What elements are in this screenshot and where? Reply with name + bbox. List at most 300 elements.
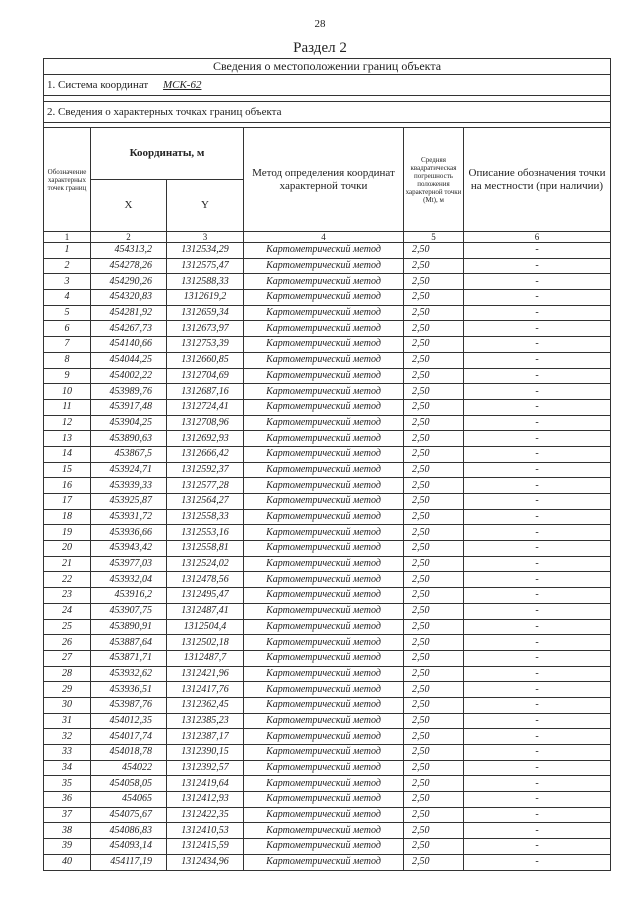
rms-error: 2,50 <box>404 305 464 321</box>
rms-error: 2,50 <box>404 572 464 588</box>
point-number: 9 <box>44 368 91 384</box>
point-number: 32 <box>44 729 91 745</box>
coord-y: 1312588,33 <box>167 274 244 290</box>
point-number: 5 <box>44 305 91 321</box>
description: - <box>464 572 611 588</box>
coordinate-system-row <box>44 75 611 96</box>
coord-x: 454058,05 <box>91 776 167 792</box>
point-number: 26 <box>44 635 91 651</box>
coord-y: 1312558,33 <box>167 509 244 525</box>
point-number: 11 <box>44 399 91 415</box>
method: Картометрический метод <box>244 243 404 259</box>
description: - <box>464 243 611 259</box>
table-row <box>44 290 611 306</box>
coord-y: 1312415,59 <box>167 839 244 855</box>
column-number-row <box>44 232 611 243</box>
method: Картометрический метод <box>244 321 404 337</box>
description: - <box>464 399 611 415</box>
rms-error: 2,50 <box>404 258 464 274</box>
description: - <box>464 290 611 306</box>
description: - <box>464 509 611 525</box>
header-y: Y <box>167 180 244 232</box>
column-number: 2 <box>91 232 167 243</box>
method: Картометрический метод <box>244 290 404 306</box>
rms-error: 2,50 <box>404 588 464 604</box>
table-row <box>44 462 611 478</box>
point-number: 19 <box>44 525 91 541</box>
coord-x: 453939,33 <box>91 478 167 494</box>
table-row <box>44 854 611 870</box>
coord-x: 453907,75 <box>91 603 167 619</box>
point-number: 33 <box>44 745 91 761</box>
point-number: 38 <box>44 823 91 839</box>
table-row <box>44 729 611 745</box>
method: Картометрический метод <box>244 352 404 368</box>
rms-error: 2,50 <box>404 478 464 494</box>
coord-x: 453871,71 <box>91 650 167 666</box>
point-number: 14 <box>44 446 91 462</box>
method: Картометрический метод <box>244 619 404 635</box>
point-number: 24 <box>44 603 91 619</box>
method: Картометрический метод <box>244 666 404 682</box>
point-number: 40 <box>44 854 91 870</box>
method: Картометрический метод <box>244 384 404 400</box>
header-rms-error: Средняя квадратическая погрешность положения характерной точки (Mt), м <box>404 128 464 232</box>
coord-y: 1312487,7 <box>167 650 244 666</box>
point-number: 29 <box>44 682 91 698</box>
method: Картометрический метод <box>244 572 404 588</box>
point-number: 25 <box>44 619 91 635</box>
point-number: 27 <box>44 650 91 666</box>
table-row <box>44 431 611 447</box>
column-number: 5 <box>404 232 464 243</box>
coord-y: 1312753,39 <box>167 337 244 353</box>
rms-error: 2,50 <box>404 603 464 619</box>
description: - <box>464 729 611 745</box>
coord-y: 1312575,47 <box>167 258 244 274</box>
coord-x: 454278,26 <box>91 258 167 274</box>
method: Картометрический метод <box>244 854 404 870</box>
method: Картометрический метод <box>244 729 404 745</box>
rms-error: 2,50 <box>404 274 464 290</box>
table-row <box>44 588 611 604</box>
coord-x: 453924,71 <box>91 462 167 478</box>
method: Картометрический метод <box>244 745 404 761</box>
rms-error: 2,50 <box>404 431 464 447</box>
coord-y: 1312362,45 <box>167 697 244 713</box>
table-row <box>44 839 611 855</box>
coord-y: 1312502,18 <box>167 635 244 651</box>
coord-y: 1312577,28 <box>167 478 244 494</box>
point-number: 12 <box>44 415 91 431</box>
description: - <box>464 541 611 557</box>
description: - <box>464 666 611 682</box>
coord-x: 454075,67 <box>91 807 167 823</box>
rms-error: 2,50 <box>404 823 464 839</box>
method: Картометрический метод <box>244 274 404 290</box>
table-row <box>44 305 611 321</box>
rms-error: 2,50 <box>404 729 464 745</box>
coord-y: 1312687,16 <box>167 384 244 400</box>
point-number: 15 <box>44 462 91 478</box>
table-row <box>44 745 611 761</box>
point-number: 28 <box>44 666 91 682</box>
point-number: 8 <box>44 352 91 368</box>
method: Картометрический метод <box>244 682 404 698</box>
method: Картометрический метод <box>244 760 404 776</box>
coord-x: 453943,42 <box>91 541 167 557</box>
description: - <box>464 697 611 713</box>
coord-y: 1312524,02 <box>167 556 244 572</box>
point-number: 2 <box>44 258 91 274</box>
rms-error: 2,50 <box>404 368 464 384</box>
coord-y: 1312422,35 <box>167 807 244 823</box>
rms-error: 2,50 <box>404 697 464 713</box>
coord-x: 454320,83 <box>91 290 167 306</box>
method: Картометрический метод <box>244 446 404 462</box>
description: - <box>464 525 611 541</box>
table-row <box>44 603 611 619</box>
coord-y: 1312390,15 <box>167 745 244 761</box>
table-row <box>44 619 611 635</box>
header-method: Метод определения координат характерной точки <box>244 128 404 232</box>
coord-x: 453917,48 <box>91 399 167 415</box>
coord-y: 1312564,27 <box>167 494 244 510</box>
description: - <box>464 368 611 384</box>
coord-x: 454313,2 <box>91 243 167 259</box>
description: - <box>464 337 611 353</box>
points-heading: 2. Сведения о характерных точках границ объекта <box>44 102 611 123</box>
coord-x: 453925,87 <box>91 494 167 510</box>
description: - <box>464 839 611 855</box>
coord-y: 1312417,76 <box>167 682 244 698</box>
coord-x: 453932,62 <box>91 666 167 682</box>
method: Картометрический метод <box>244 603 404 619</box>
rms-error: 2,50 <box>404 352 464 368</box>
description: - <box>464 745 611 761</box>
table-row <box>44 415 611 431</box>
point-number: 23 <box>44 588 91 604</box>
coord-y: 1312659,34 <box>167 305 244 321</box>
coord-x: 453932,04 <box>91 572 167 588</box>
rms-error: 2,50 <box>404 399 464 415</box>
rms-error: 2,50 <box>404 760 464 776</box>
rms-error: 2,50 <box>404 776 464 792</box>
coord-x: 454022 <box>91 760 167 776</box>
table-row <box>44 666 611 682</box>
method: Картометрический метод <box>244 792 404 808</box>
description: - <box>464 776 611 792</box>
rms-error: 2,50 <box>404 321 464 337</box>
rms-error: 2,50 <box>404 509 464 525</box>
coord-y: 1312419,64 <box>167 776 244 792</box>
method: Картометрический метод <box>244 650 404 666</box>
point-number: 37 <box>44 807 91 823</box>
method: Картометрический метод <box>244 807 404 823</box>
method: Картометрический метод <box>244 305 404 321</box>
coord-y: 1312708,96 <box>167 415 244 431</box>
method: Картометрический метод <box>244 697 404 713</box>
point-number: 30 <box>44 697 91 713</box>
coord-y: 1312478,56 <box>167 572 244 588</box>
method: Картометрический метод <box>244 462 404 478</box>
coord-x: 454017,74 <box>91 729 167 745</box>
description: - <box>464 713 611 729</box>
rms-error: 2,50 <box>404 337 464 353</box>
coord-x: 454281,92 <box>91 305 167 321</box>
coord-y: 1312553,16 <box>167 525 244 541</box>
column-number: 3 <box>167 232 244 243</box>
rms-error: 2,50 <box>404 807 464 823</box>
method: Картометрический метод <box>244 823 404 839</box>
coord-x: 453890,91 <box>91 619 167 635</box>
method: Картометрический метод <box>244 368 404 384</box>
description: - <box>464 431 611 447</box>
table-title: Сведения о местоположении границ объекта <box>44 59 611 75</box>
description: - <box>464 494 611 510</box>
table-row <box>44 243 611 259</box>
point-number: 1 <box>44 243 91 259</box>
point-number: 22 <box>44 572 91 588</box>
table-row <box>44 776 611 792</box>
table-row <box>44 541 611 557</box>
coord-y: 1312385,23 <box>167 713 244 729</box>
description: - <box>464 807 611 823</box>
description: - <box>464 635 611 651</box>
point-number: 7 <box>44 337 91 353</box>
rms-error: 2,50 <box>404 415 464 431</box>
point-number: 35 <box>44 776 91 792</box>
table-row <box>44 494 611 510</box>
description: - <box>464 462 611 478</box>
header-coordinates: Координаты, м <box>91 128 244 180</box>
method: Картометрический метод <box>244 509 404 525</box>
point-number: 39 <box>44 839 91 855</box>
table-row <box>44 337 611 353</box>
point-number: 17 <box>44 494 91 510</box>
rms-error: 2,50 <box>404 619 464 635</box>
description: - <box>464 352 611 368</box>
table-row <box>44 525 611 541</box>
coord-y: 1312421,96 <box>167 666 244 682</box>
table-row <box>44 572 611 588</box>
description: - <box>464 792 611 808</box>
rms-error: 2,50 <box>404 854 464 870</box>
point-number: 20 <box>44 541 91 557</box>
point-number: 10 <box>44 384 91 400</box>
rms-error: 2,50 <box>404 556 464 572</box>
boundary-table-frame <box>43 58 610 871</box>
coord-y: 1312692,93 <box>167 431 244 447</box>
rms-error: 2,50 <box>404 635 464 651</box>
coordinate-system-value: МСК-62 <box>162 79 202 91</box>
coord-y: 1312392,57 <box>167 760 244 776</box>
section-title: Раздел 2 <box>293 40 347 56</box>
coord-y: 1312558,81 <box>167 541 244 557</box>
method: Картометрический метод <box>244 494 404 510</box>
description: - <box>464 650 611 666</box>
coord-y: 1312504,4 <box>167 619 244 635</box>
rms-error: 2,50 <box>404 494 464 510</box>
method: Картометрический метод <box>244 525 404 541</box>
description: - <box>464 823 611 839</box>
method: Картометрический метод <box>244 541 404 557</box>
description: - <box>464 588 611 604</box>
rms-error: 2,50 <box>404 650 464 666</box>
rms-error: 2,50 <box>404 745 464 761</box>
point-number: 4 <box>44 290 91 306</box>
header-x: X <box>91 180 167 232</box>
description: - <box>464 556 611 572</box>
method: Картометрический метод <box>244 839 404 855</box>
coord-x: 454093,14 <box>91 839 167 855</box>
coord-y: 1312412,93 <box>167 792 244 808</box>
method: Картометрический метод <box>244 588 404 604</box>
point-number: 16 <box>44 478 91 494</box>
rms-error: 2,50 <box>404 446 464 462</box>
coord-y: 1312666,42 <box>167 446 244 462</box>
rms-error: 2,50 <box>404 792 464 808</box>
coord-y: 1312387,17 <box>167 729 244 745</box>
coord-x: 453987,76 <box>91 697 167 713</box>
coord-x: 454290,26 <box>91 274 167 290</box>
point-number: 21 <box>44 556 91 572</box>
rms-error: 2,50 <box>404 682 464 698</box>
coord-x: 454018,78 <box>91 745 167 761</box>
coord-x: 454012,35 <box>91 713 167 729</box>
coord-x: 453936,66 <box>91 525 167 541</box>
rms-error: 2,50 <box>404 462 464 478</box>
method: Картометрический метод <box>244 635 404 651</box>
point-number: 36 <box>44 792 91 808</box>
coord-y: 1312704,69 <box>167 368 244 384</box>
table-row <box>44 760 611 776</box>
method: Картометрический метод <box>244 556 404 572</box>
coord-y: 1312495,47 <box>167 588 244 604</box>
table-row <box>44 368 611 384</box>
coord-x: 454044,25 <box>91 352 167 368</box>
coord-x: 453936,51 <box>91 682 167 698</box>
description: - <box>464 446 611 462</box>
description: - <box>464 854 611 870</box>
point-number: 31 <box>44 713 91 729</box>
page-number: 28 <box>314 18 326 30</box>
column-number: 4 <box>244 232 404 243</box>
method: Картометрический метод <box>244 415 404 431</box>
coord-x: 453890,63 <box>91 431 167 447</box>
boundary-points-table <box>43 58 611 871</box>
description: - <box>464 305 611 321</box>
coord-y: 1312434,96 <box>167 854 244 870</box>
coord-x: 454117,19 <box>91 854 167 870</box>
coord-x: 453977,03 <box>91 556 167 572</box>
rms-error: 2,50 <box>404 243 464 259</box>
description: - <box>464 274 611 290</box>
coord-y: 1312724,41 <box>167 399 244 415</box>
point-number: 34 <box>44 760 91 776</box>
table-row <box>44 697 611 713</box>
table-row <box>44 258 611 274</box>
table-row <box>44 792 611 808</box>
table-row <box>44 321 611 337</box>
table-row <box>44 384 611 400</box>
header-point-designation: Обозначение характерных точек границ <box>44 128 91 232</box>
description: - <box>464 619 611 635</box>
coord-y: 1312410,53 <box>167 823 244 839</box>
rms-error: 2,50 <box>404 525 464 541</box>
point-number: 13 <box>44 431 91 447</box>
coord-y: 1312673,97 <box>167 321 244 337</box>
table-row <box>44 807 611 823</box>
table-row <box>44 556 611 572</box>
table-row <box>44 713 611 729</box>
description: - <box>464 384 611 400</box>
rms-error: 2,50 <box>404 541 464 557</box>
coord-x: 454086,83 <box>91 823 167 839</box>
coord-y: 1312619,2 <box>167 290 244 306</box>
table-row <box>44 635 611 651</box>
column-number: 6 <box>464 232 611 243</box>
coord-x: 453931,72 <box>91 509 167 525</box>
description: - <box>464 682 611 698</box>
description: - <box>464 760 611 776</box>
coord-x: 454065 <box>91 792 167 808</box>
description: - <box>464 258 611 274</box>
table-row <box>44 446 611 462</box>
coord-y: 1312534,29 <box>167 243 244 259</box>
point-number: 6 <box>44 321 91 337</box>
method: Картометрический метод <box>244 258 404 274</box>
table-row <box>44 352 611 368</box>
table-row <box>44 478 611 494</box>
method: Картометрический метод <box>244 337 404 353</box>
rms-error: 2,50 <box>404 384 464 400</box>
rms-error: 2,50 <box>404 839 464 855</box>
point-number: 18 <box>44 509 91 525</box>
table-row <box>44 682 611 698</box>
coord-x: 454267,73 <box>91 321 167 337</box>
method: Картометрический метод <box>244 431 404 447</box>
coord-y: 1312487,41 <box>167 603 244 619</box>
method: Картометрический метод <box>244 776 404 792</box>
coord-x: 453916,2 <box>91 588 167 604</box>
description: - <box>464 321 611 337</box>
table-row <box>44 823 611 839</box>
description: - <box>464 603 611 619</box>
rms-error: 2,50 <box>404 713 464 729</box>
coord-x: 453904,25 <box>91 415 167 431</box>
description: - <box>464 478 611 494</box>
point-number: 3 <box>44 274 91 290</box>
header-description: Описание обозначения точки на местности (при наличии) <box>464 128 611 232</box>
rms-error: 2,50 <box>404 666 464 682</box>
method: Картометрический метод <box>244 478 404 494</box>
coord-x: 453867,5 <box>91 446 167 462</box>
coordinate-system-label: 1. Система координат <box>47 79 149 91</box>
description: - <box>464 415 611 431</box>
coord-y: 1312660,85 <box>167 352 244 368</box>
table-row <box>44 274 611 290</box>
table-row <box>44 509 611 525</box>
column-number: 1 <box>44 232 91 243</box>
table-row <box>44 399 611 415</box>
method: Картометрический метод <box>244 399 404 415</box>
coord-x: 454140,66 <box>91 337 167 353</box>
coord-y: 1312592,37 <box>167 462 244 478</box>
coord-x: 454002,22 <box>91 368 167 384</box>
method: Картометрический метод <box>244 713 404 729</box>
coord-x: 453989,76 <box>91 384 167 400</box>
